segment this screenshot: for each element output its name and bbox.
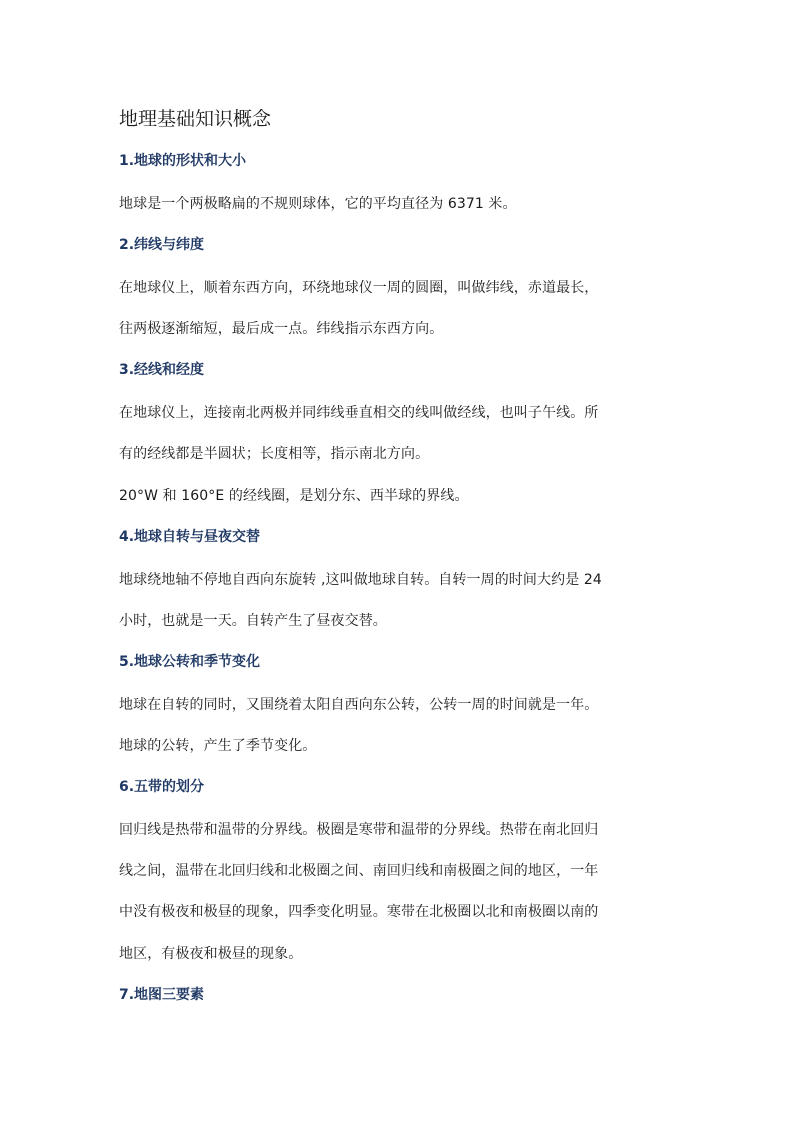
paragraph-line: 20°W 和 160°E 的经线圈，是划分东、西半球的界线。 (119, 488, 469, 504)
section-heading-revolution: 5.地球公转和季节变化 (119, 654, 261, 670)
paragraph-line: 线之间，温带在北回归线和北极圈之间、南回归线和南极圈之间的地区，一年 (119, 863, 599, 879)
paragraph-line: 小时，也就是一天。自转产生了昼夜交替。 (119, 613, 387, 629)
paragraph-line: 在地球仪上，连接南北两极并同纬线垂直相交的线叫做经线，也叫子午线。所 (119, 405, 599, 421)
section-heading-latitude: 2.纬线与纬度 (119, 237, 205, 253)
paragraph-line: 地球绕地轴不停地自西向东旋转 ,这叫做地球自转。自转一周的时间大约是 24 (119, 572, 602, 588)
section-heading-longitude: 3.经线和经度 (119, 362, 205, 378)
paragraph-line: 有的经线都是半圆状；长度相等，指示南北方向。 (119, 446, 430, 462)
paragraph-line: 地球是一个两极略扁的不规则球体，它的平均直径为 6371 米。 (119, 196, 517, 212)
paragraph-line: 回归线是热带和温带的分界线。极圈是寒带和温带的分界线。热带在南北回归 (119, 822, 599, 838)
section-heading-five-zones: 6.五带的划分 (119, 779, 205, 795)
section-heading-rotation: 4.地球自转与昼夜交替 (119, 529, 261, 545)
paragraph-line: 地球在自转的同时，又围绕着太阳自西向东公转，公转一周的时间就是一年。 (119, 697, 599, 713)
page-title: 地理基础知识概念 (119, 108, 272, 130)
paragraph-line: 在地球仪上，顺着东西方向，环绕地球仪一周的圆圈，叫做纬线，赤道最长， (119, 280, 599, 296)
paragraph-line: 中没有极夜和极昼的现象，四季变化明显。寒带在北极圈以北和南极圈以南的 (119, 904, 599, 920)
paragraph-line: 地区，有极夜和极昼的现象。 (119, 946, 303, 962)
section-heading-map-elements: 7.地图三要素 (119, 987, 205, 1003)
section-heading-shape-size: 1.地球的形状和大小 (119, 153, 247, 169)
paragraph-line: 地球的公转，产生了季节变化。 (119, 738, 317, 754)
paragraph-line: 往两极逐渐缩短，最后成一点。纬线指示东西方向。 (119, 321, 444, 337)
